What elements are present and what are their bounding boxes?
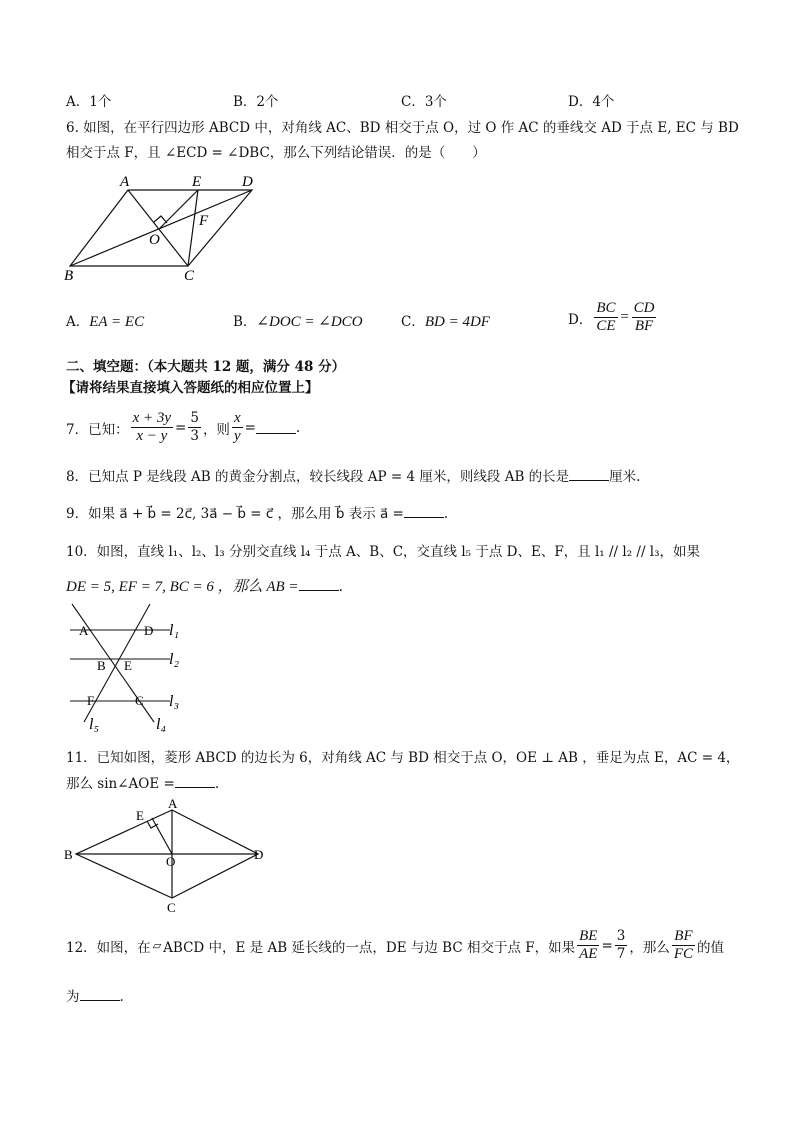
- q12-end: 的值: [697, 939, 725, 956]
- label-o: O: [166, 854, 176, 869]
- q12-line2-prefix: 为: [66, 989, 80, 1005]
- q12-eq: =: [601, 937, 613, 954]
- label-a: A: [168, 796, 178, 811]
- section2-title: 二、填空题：（本大题共 12 题，满分 48 分）: [66, 359, 346, 375]
- q11-text-line2: [66, 772, 219, 792]
- q11-line2-expr: 那么 sin∠AOE =: [66, 776, 175, 792]
- label-d: D: [254, 847, 264, 862]
- q12-tail: .: [119, 989, 124, 1005]
- d-lhs-num: BC: [596, 300, 616, 316]
- q5-option-d: D．4个: [568, 94, 615, 110]
- d-rhs-den: BF: [634, 318, 654, 334]
- q6-text-line1: 6. 如图，在平行四边形 ABCD 中，对角线 AC、BD 相交于点 O，过 O 作 AC 的垂线交 AD 于点 E, EC 与 BD: [66, 120, 739, 136]
- label-a: A: [79, 623, 89, 638]
- q10-text-line1: 10．如图，直线 l₁、l₂、l₃ 分别交直线 l₄ 于点 A、B、C，交直线 l₅ 于点 D、E、F，且 l₁ // l₂ // l₃，如果: [66, 544, 701, 560]
- segment-ec: [188, 190, 198, 266]
- q6-option-a-prefix: A．: [66, 314, 90, 330]
- right-angle-mark: [154, 216, 167, 223]
- q8-answer-blank[interactable]: [569, 468, 609, 481]
- label-o: O: [149, 232, 160, 248]
- q6-option-d-lhs: [594, 300, 617, 335]
- label-d: D: [144, 623, 154, 638]
- diagonal-bd: [70, 190, 252, 266]
- q12-line2: [66, 985, 124, 1005]
- q8-text: 8．已知点 P 是线段 AB 的黄金分割点，较长线段 AP = 4 厘米，则线段 AB 的长是: [66, 469, 570, 485]
- q6-option-d-prefix: D．: [568, 311, 593, 328]
- q5-option-a: A．1个: [66, 94, 112, 110]
- q5-option-c: C．3个: [401, 94, 447, 110]
- q10-tail: .: [338, 579, 343, 595]
- label-l5: l₅: [89, 716, 100, 733]
- q12-frac3-den: FC: [673, 946, 694, 962]
- q6-option-a: [66, 310, 144, 331]
- section2-note: 【请将结果直接填入答题纸的相应位置上】: [62, 380, 319, 396]
- q12-frac1: [577, 928, 599, 963]
- q7-frac3-num: x: [233, 410, 241, 426]
- q6-option-d-rhs: [632, 300, 657, 335]
- q11-answer-blank[interactable]: [175, 775, 215, 788]
- label-e: E: [136, 808, 144, 823]
- q9: [66, 502, 448, 522]
- q6-option-c: [401, 310, 490, 331]
- q11-tail: .: [214, 776, 220, 792]
- q6-option-b: [233, 310, 363, 331]
- label-b: B: [64, 268, 74, 282]
- q7-frac1-den: x − y: [136, 428, 168, 444]
- q10-line2-expr: DE = 5, EF = 7, BC = 6 ，那么 AB =: [66, 579, 299, 595]
- label-l2: l₂: [169, 651, 180, 668]
- q12-line1: [66, 928, 724, 963]
- q12-mid2: ，那么: [629, 939, 670, 956]
- label-e: E: [192, 174, 202, 190]
- label-l4: l₄: [156, 716, 167, 733]
- q10-text-line2: [66, 575, 343, 596]
- q7-frac3: [232, 410, 243, 445]
- q12-frac3-num: BF: [674, 928, 693, 944]
- q7-end: =: [244, 419, 256, 436]
- d-rhs-num: CD: [633, 300, 655, 316]
- label-b: B: [97, 658, 106, 673]
- q7-prefix: 7．已知：: [66, 421, 129, 438]
- d-lhs-den: CE: [596, 318, 616, 334]
- label-l1: l₁: [169, 622, 180, 639]
- q11-text-line1: 11．已知如图，菱形 ABCD 的边长为 6，对角线 AC 与 BD 相交于点 O，OE ⊥ AB ，垂足为点 E，AC = 4，: [66, 750, 740, 766]
- q12-frac3: [672, 928, 695, 963]
- label-e: E: [124, 658, 132, 673]
- q6-parallelogram-figure: [60, 170, 260, 282]
- label-c: C: [135, 693, 144, 708]
- q12-mid1: ABCD 中，E 是 AB 延长线的一点，DE 与边 BC 相交于点 F，如果: [163, 939, 576, 956]
- q6-option-c-expr: BD = 4DF: [424, 314, 490, 330]
- q12-frac1-den: AE: [579, 946, 598, 962]
- label-f: F: [199, 213, 209, 229]
- q7-frac2-num: 5: [190, 410, 199, 426]
- q7-answer-blank[interactable]: [256, 421, 296, 434]
- diagonal-ac: [128, 190, 188, 266]
- q12-prefix: 12．如图，在: [66, 939, 151, 956]
- label-b: B: [64, 847, 73, 862]
- q7-mid: ，则: [202, 421, 230, 438]
- q7-eq: =: [175, 419, 187, 436]
- q6-option-b-expr: ∠DOC = ∠DCO: [256, 314, 363, 330]
- q8-tail: 厘米.: [609, 469, 641, 485]
- q6-option-d-eq: =: [619, 309, 630, 325]
- q7-frac2: [188, 410, 201, 445]
- q7: [66, 410, 300, 445]
- q6-option-c-prefix: C．: [401, 314, 425, 330]
- label-c: C: [184, 268, 195, 282]
- q6-option-b-prefix: B．: [233, 314, 257, 330]
- q12-parallelogram-symbol: ▱: [152, 939, 162, 952]
- label-c: C: [167, 900, 176, 915]
- q12-frac2-den: 7: [616, 946, 626, 962]
- q12-frac2-num: 3: [616, 928, 626, 944]
- label-l3: l₃: [169, 693, 180, 710]
- label-f: F: [87, 693, 95, 708]
- q10-parallel-lines-figure: [62, 602, 192, 734]
- label-d: D: [242, 174, 253, 190]
- q5-option-b: B．2个: [233, 94, 279, 110]
- q9-answer-blank[interactable]: [404, 505, 444, 518]
- q7-tail: .: [295, 419, 301, 436]
- q7-frac3-den: y: [233, 428, 241, 444]
- q6-option-a-expr: EA = EC: [89, 314, 145, 330]
- q7-frac2-den: 3: [190, 428, 199, 444]
- q9-text: 9．如果 a⃗ + b⃗ = 2c⃗, 3a⃗ − b⃗ = c⃗ ，那么用 b⃗ 表示 a⃗ =: [66, 506, 404, 522]
- label-a: A: [120, 174, 130, 190]
- q6-option-d: [568, 300, 658, 335]
- q12-frac1-num: BE: [579, 928, 598, 944]
- q11-rhombus-figure: [62, 796, 272, 916]
- q6-text-line2: 相交于点 F，且 ∠ECD = ∠DBC，那么下列结论错误．的是（ ）: [66, 145, 486, 161]
- q9-tail: .: [443, 506, 449, 522]
- q7-frac1-num: x + 3y: [132, 410, 172, 426]
- q10-answer-blank[interactable]: [299, 578, 339, 591]
- q12-answer-blank[interactable]: [80, 988, 120, 1001]
- q7-frac1: [131, 410, 173, 445]
- q12-frac2: [615, 928, 628, 963]
- q8: [66, 465, 640, 485]
- segment-oe: [152, 818, 172, 854]
